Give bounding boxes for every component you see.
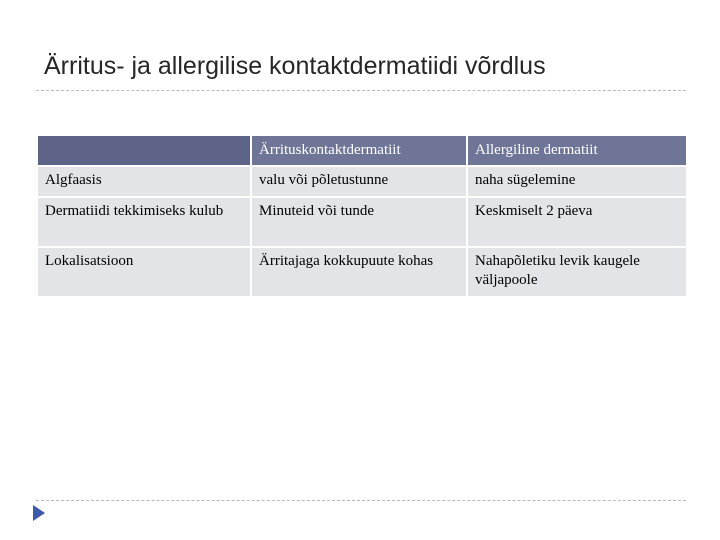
footer-divider [36,500,686,501]
table-row [37,247,687,297]
table-cell: Minuteid või tunde [251,197,467,247]
header-cell-empty [37,135,251,166]
table-cell: Keskmiselt 2 päeva [467,197,687,247]
table-row [37,197,687,247]
table-cell: valu või põletustunne [251,166,467,197]
row-label: Lokalisatsioon [37,247,251,297]
triangle-right-icon [33,505,45,521]
header-cell-allergic: Allergiline dermatiit [467,135,687,166]
table-cell: Ärritajaga kokkupuute kohas [251,247,467,297]
table-cell: Nahapõletiku levik kaugele väljapoole [467,247,687,297]
table-row [37,166,687,197]
table-cell: naha sügelemine [467,166,687,197]
slide-title: Ärritus- ja allergilise kontaktdermatiidi võrdlus [44,52,546,80]
header-cell-irritant: Ärrituskontaktdermatiit [251,135,467,166]
row-label: Algfaasis [37,166,251,197]
row-label: Dermatiidi tekkimiseks kulub [37,197,251,247]
title-divider [36,90,686,91]
comparison-table [36,134,688,298]
table-header-row [37,135,687,166]
